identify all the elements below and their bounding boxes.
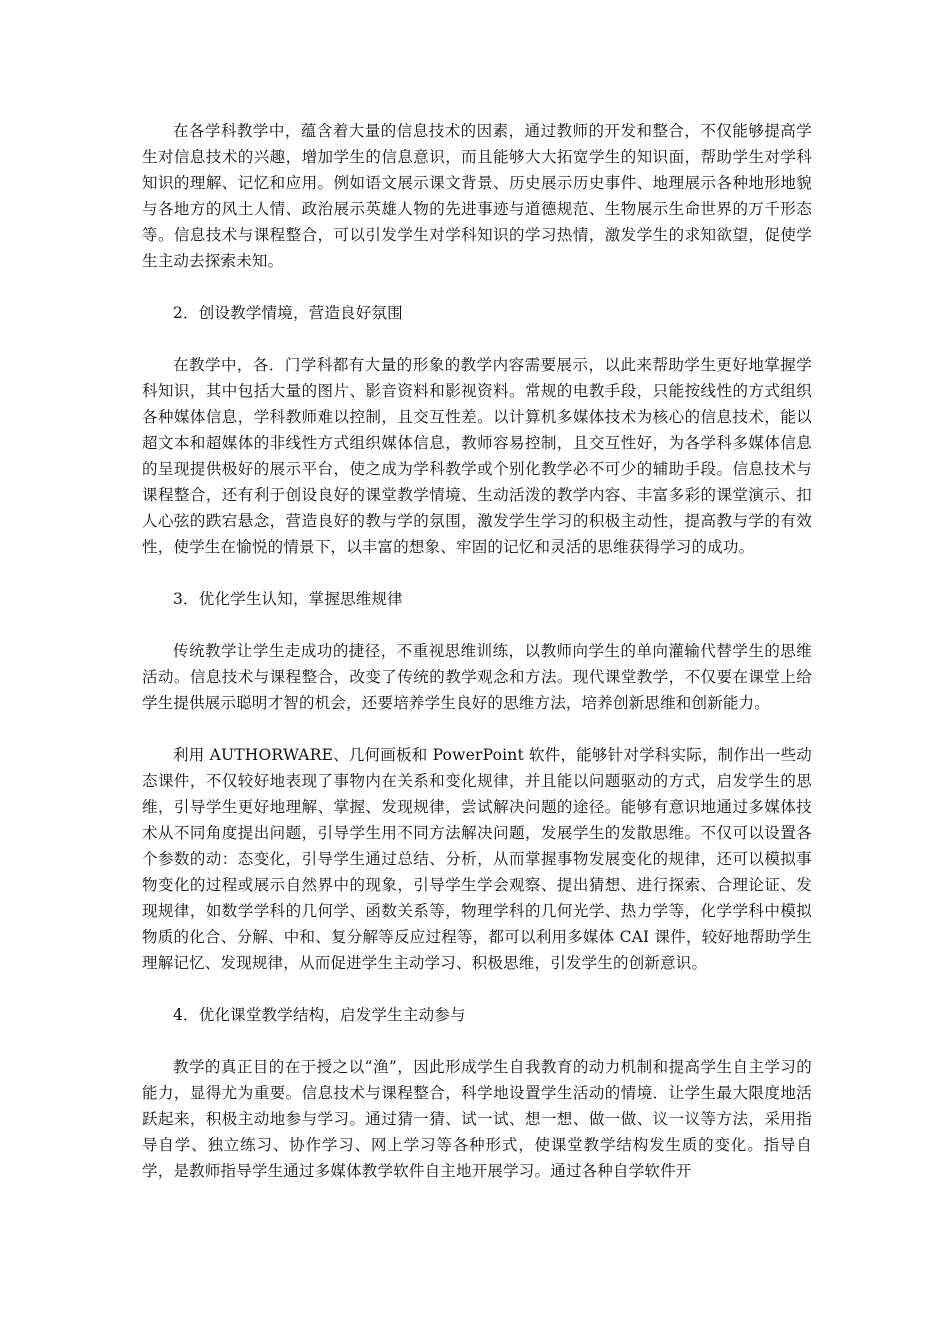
section-heading-3: 3．优化学生认知，掌握思维规律 bbox=[173, 590, 403, 608]
paragraph-4: 利用 AUTHORWARE、几何画板和 PowerPoint 软件，能够针对学科实际，制作出一些动态课件，不仅较好地表现了事物内在关系和变化规律，并且能以问题驱动的方式，启发学生的思维，引导学生更好地理解、掌握、发现规律，尝试解决问题的途径。能够有意识地通过多媒体技术从不同角度提出问题，引导学生用不同方法解决问题，发展学生的发散思维。不仅可以设置各个参数的动：态变化，引导学生通过总结、分析，从而掌握事物发展变化的规律，还可以模拟事物变化的过程或展示自然界中的现象，引导学生学会观察、提出猜想、进行探索、合理论证、发现规律，如数学学科的几何学、函数关系等，物理学科的几何光学、热力学等，化学学科中模拟物质的化合、分解、中和、复分解等反应过程等，都可以利用多媒体 CAI 课件，较好地帮助学生理解记忆、发现规律，从而促进学生主动学习、积极思维，引发学生的创新意识。 bbox=[142, 746, 812, 972]
document-page bbox=[142, 118, 812, 1210]
section-heading-2: 2．创设教学情境，营造良好氛围 bbox=[173, 304, 403, 322]
paragraph-5: 教学的真正目的在于授之以“渔”，因此形成学生自我教育的动力机制和提高学生自主学习的能力，显得尤为重要。信息技术与课程整合，科学地设置学生活动的情境．让学生最大限度地活跃起来，积极主动地参与学习。通过猜一猜、试一试、想一想、做一做、议一议等方法，采用指导自学、独立练习、协作学习、网上学习等各种形式，使课堂教学结构发生质的变化。指导自学，是教师指导学生通过多媒体教学软件自主地开展学习。通过各种自学软件开 bbox=[142, 1058, 812, 1180]
paragraph-3: 传统教学让学生走成功的捷径，不重视思维训练，以教师向学生的单向灌输代替学生的思维活动。信息技术与课程整合，改变了传统的教学观念和方法。现代课堂教学，不仅要在课堂上给学生提供展示聪明才智的机会，还要培养学生良好的思维方法，培养创新思维和创新能力。 bbox=[142, 642, 812, 712]
section-heading-4: 4．优化课堂教学结构，启发学生主动参与 bbox=[173, 1006, 466, 1024]
paragraph-1: 在各学科教学中，蕴含着大量的信息技术的因素，通过教师的开发和整合，不仅能够提高学生对信息技术的兴趣，增加学生的信息意识，而且能够大大拓宽学生的知识面，帮助学生对学科知识的理解、记忆和应用。例如语文展示课文背景、历史展示历史事件、地理展示各种地形地貌与各地方的风土人情、政治展示英雄人物的先进事迹与道德规范、生物展示生命世界的万千形态等。信息技术与课程整合，可以引发学生对学科知识的学习热情，激发学生的求知欲望，促使学生主动去探索未知。 bbox=[142, 122, 812, 270]
paragraph-2: 在教学中，各．门学科都有大量的形象的教学内容需要展示，以此来帮助学生更好地掌握学科知识，其中包括大量的图片、影音资料和影视资料。常规的电教手段，只能按线性的方式组织各种媒体信息，学科教师难以控制，且交互性差。以计算机多媒体技术为核心的信息技术，能以超文本和超媒体的非线性方式组织媒体信息，教师容易控制，且交互性好，为各学科多媒体信息的呈现提供极好的展示平台，使之成为学科教学或个别化教学必不可少的辅助手段。信息技术与课程整合，还有利于创设良好的课堂教学情境、生动活泼的教学内容、丰富多彩的课堂演示、扣人心弦的跌宕悬念，营造良好的教与学的氛围，激发学生学习的积极主动性，提高教与学的有效性，使学生在愉悦的情景下，以丰富的想象、牢固的记忆和灵活的思维获得学习的成功。 bbox=[142, 356, 812, 556]
